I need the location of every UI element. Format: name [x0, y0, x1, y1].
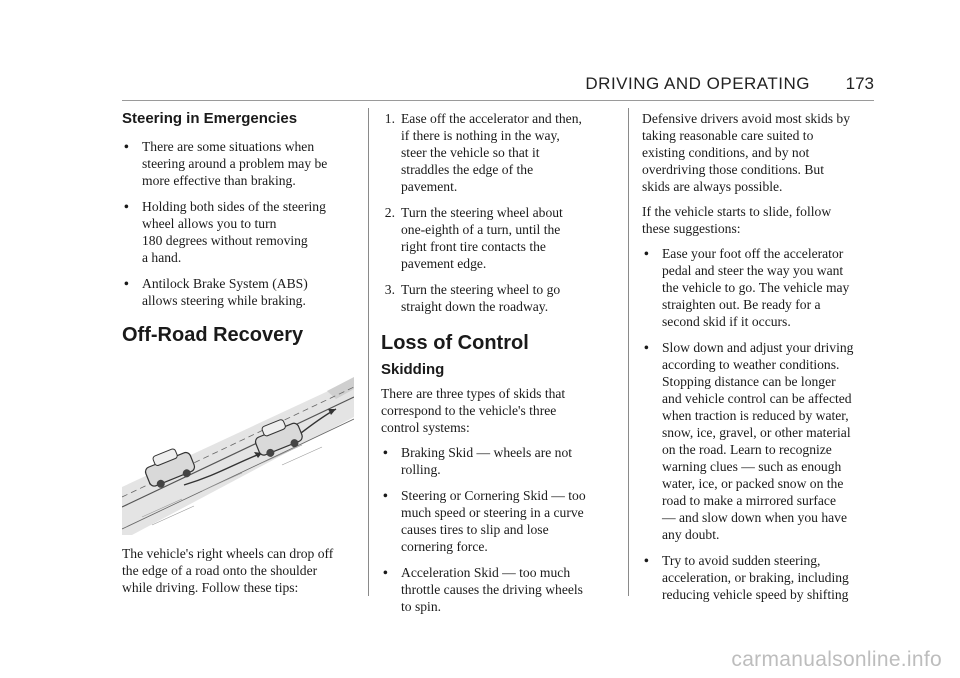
list-item [381, 444, 613, 478]
section-title: DRIVING AND OPERATING [585, 74, 810, 93]
list-item [642, 245, 874, 330]
bullet-icon: • [644, 340, 649, 355]
list-item-text: Try to avoid sudden steering, acceleration, or braking, including reducing vehicle speed by shifting [662, 553, 849, 602]
list-item-text: Ease your foot off the accelerator pedal and steer the way you want the vehicle to go. The vehicle may straighten out. Be ready for a second skid if it occurs. [662, 246, 850, 329]
page-header [122, 70, 874, 101]
off-road-paragraph: The vehicle's right wheels can drop off the edge of a road onto the shoulder while driving. Follow these tips: [122, 546, 334, 595]
column-1 [122, 110, 354, 604]
step-number: 1. [384, 111, 395, 126]
list-item-text: Holding both sides of the steering wheel allows you to turn 180 degrees without removing a hand. [142, 199, 326, 265]
bullet-icon: • [383, 445, 388, 460]
list-item [642, 339, 874, 543]
list-item-text: Slow down and adjust your driving according to weather conditions. Stopping distance can be longer and vehicle control can be affected when traction is reduced by water, snow, ice, gravel, or other material on the road. Learn to recognize warning clues — such as enough water, ice, or packed snow on the road to make a mirrored surface — and slow down when you have any doubt. [662, 340, 854, 542]
bullet-icon: • [644, 246, 649, 261]
heading-skidding: Skidding [381, 361, 445, 378]
steering-bullet-list [122, 138, 354, 309]
bullet-icon: • [124, 276, 129, 291]
list-item-text: Acceleration Skid — too much throttle causes the driving wheels to spin. [401, 565, 583, 614]
slide-suggestions-paragraph: If the vehicle starts to slide, follow these suggestions: [642, 204, 832, 236]
step-number: 2. [384, 205, 395, 220]
suggestions-list [642, 245, 874, 603]
bullet-icon: • [124, 199, 129, 214]
bullet-icon: • [383, 488, 388, 503]
list-item [122, 198, 354, 266]
list-item-text: Antilock Brake System (ABS) allows steering while braking. [142, 276, 308, 308]
list-item-text: There are some situations when steering around a problem may be more effective than braking. [142, 139, 328, 188]
list-item [122, 138, 354, 189]
off-road-recovery-illustration [122, 357, 354, 535]
step-text: Ease off the accelerator and then, if there is nothing in the way, steer the vehicle so that it straddles the edge of the pavement. [401, 111, 582, 194]
list-item [642, 552, 874, 603]
bullet-icon: • [383, 565, 388, 580]
list-item-text: Steering or Cornering Skid — too much speed or steering in a curve causes tires to slip and lose cornering force. [401, 488, 586, 554]
page-number: 173 [845, 74, 874, 93]
watermark: carmanualsonline.info [731, 648, 942, 671]
list-item [122, 275, 354, 309]
step-item [381, 281, 613, 315]
step-item [381, 110, 613, 195]
column-3 [642, 110, 874, 612]
list-item-text: Braking Skid — wheels are not rolling. [401, 445, 573, 477]
bullet-icon: • [124, 139, 129, 154]
skidding-intro: There are three types of skids that correspond to the vehicle's three control systems: [381, 386, 566, 435]
step-number: 3. [384, 282, 395, 297]
list-item [381, 487, 613, 555]
defensive-drivers-paragraph: Defensive drivers avoid most skids by taking reasonable care suited to existing conditions, and by not overdriving those conditions. But skids are always possible. [642, 111, 851, 194]
bullet-icon: • [644, 553, 649, 568]
step-text: Turn the steering wheel about one-eighth of a turn, until the right front tire contacts the pavement edge. [401, 205, 563, 271]
heading-steering-emergencies: Steering in Emergencies [122, 110, 298, 127]
column-divider [628, 108, 629, 596]
column-2 [381, 110, 613, 624]
list-item [381, 564, 613, 615]
column-divider [368, 108, 369, 596]
heading-loss-of-control: Loss of Control [381, 332, 529, 354]
road-illustration-image [122, 357, 354, 535]
heading-off-road-recovery: Off-Road Recovery [122, 324, 304, 346]
recovery-steps-list [381, 110, 613, 315]
step-text: Turn the steering wheel to go straight down the roadway. [401, 282, 561, 314]
step-item [381, 204, 613, 272]
skid-types-list [381, 444, 613, 615]
